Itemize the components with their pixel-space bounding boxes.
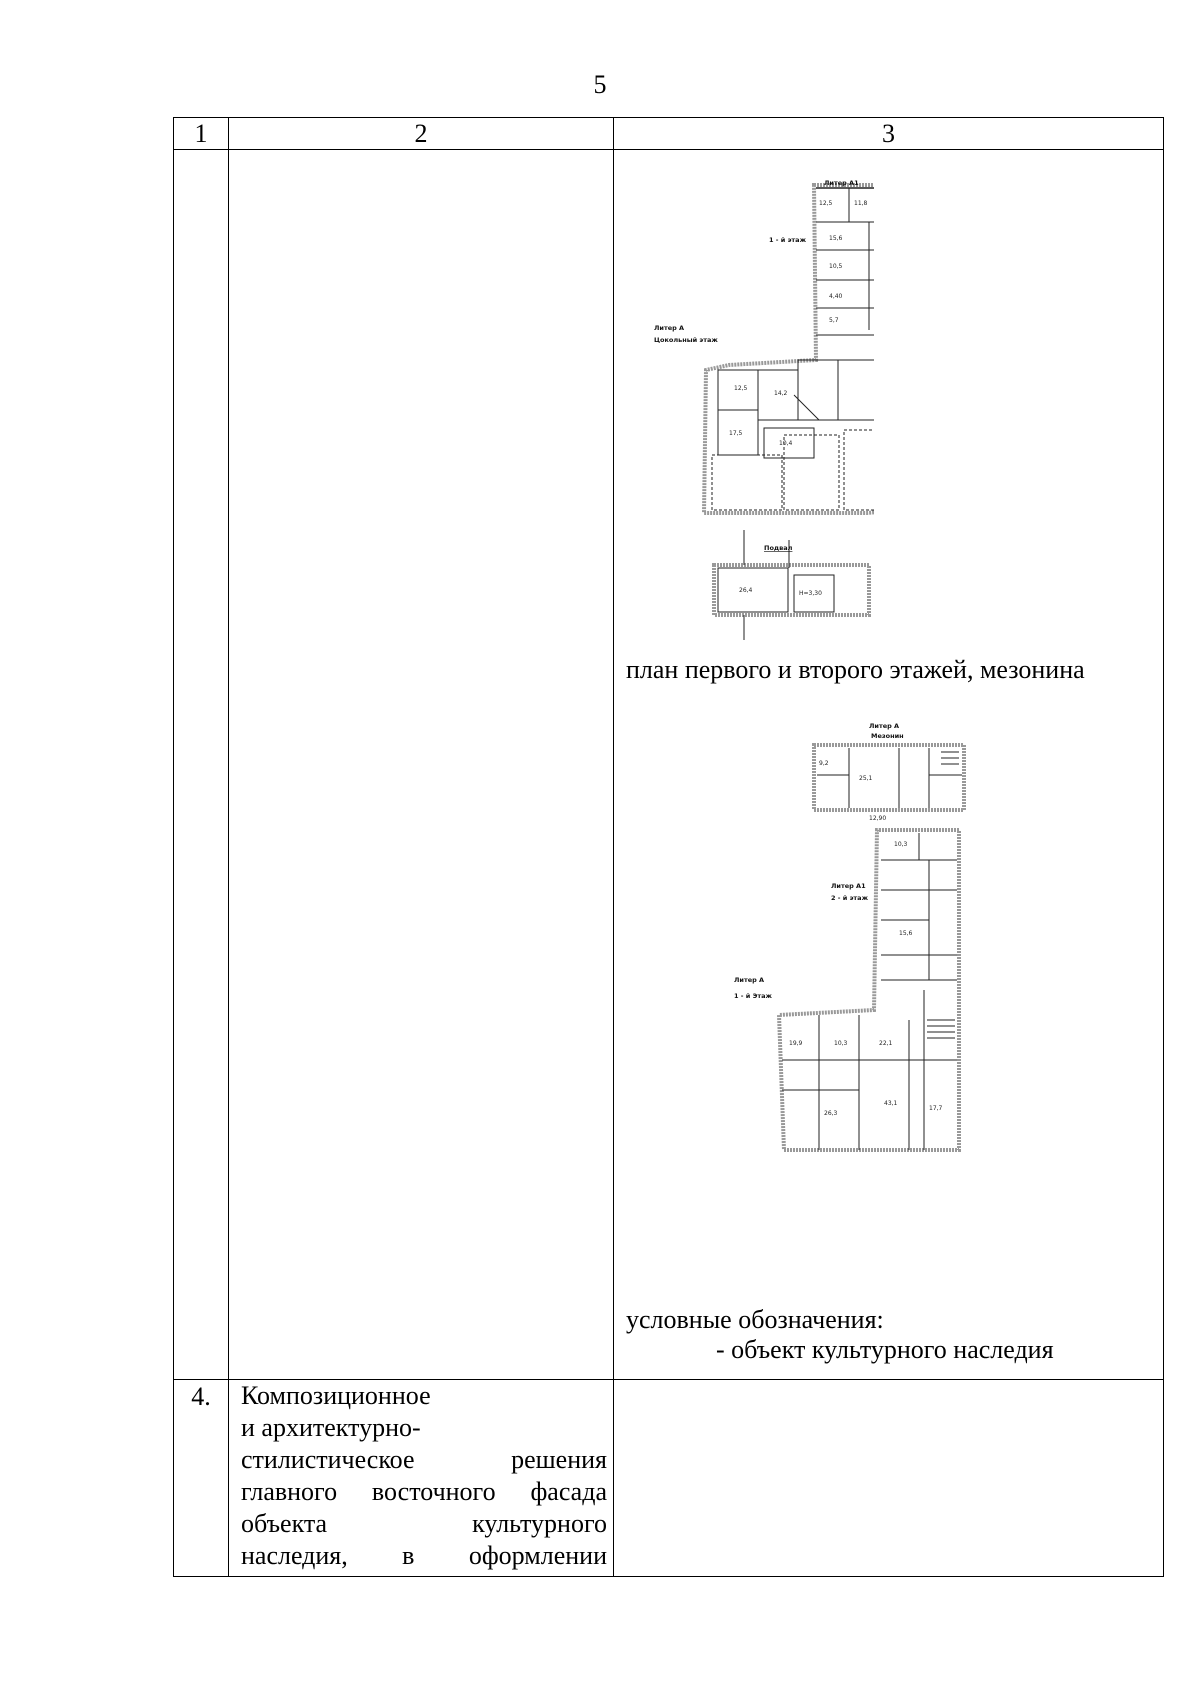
svg-text:10,5: 10,5 [829, 263, 843, 270]
desc-line: наследия, в оформлении [241, 1541, 607, 1570]
plan-top-label-litera-a1: Литер А1 [824, 180, 859, 187]
svg-text:10,3: 10,3 [894, 841, 908, 848]
legend-item-heritage: - объект культурного наследия [716, 1335, 1054, 1364]
svg-text:10,4: 10,4 [779, 440, 793, 447]
plan-bottom-dim-1290: 12,90 [869, 815, 887, 822]
svg-text:11,8: 11,8 [854, 200, 868, 207]
svg-text:17,7: 17,7 [929, 1105, 943, 1112]
floor-plan-floors-image [719, 720, 979, 1175]
heritage-table [173, 117, 1164, 1577]
table-header-row [174, 118, 1164, 150]
svg-text:26,4: 26,4 [739, 587, 753, 594]
legend-title: условные обозначения: [626, 1305, 884, 1334]
plan-top-label-litera-a: Литер А [654, 324, 685, 332]
svg-text:19,9: 19,9 [789, 1040, 803, 1047]
floor-plan-basement-image [634, 180, 874, 640]
svg-text:5,7: 5,7 [829, 317, 839, 324]
svg-text:15,6: 15,6 [899, 930, 913, 937]
row-description-cell [229, 150, 614, 1380]
row-content-cell [614, 1380, 1164, 1577]
plan-bottom-label-litera-a1: Литер А1 [831, 882, 866, 890]
header-col-3: 3 [614, 118, 1164, 150]
desc-line: Композиционное [241, 1381, 431, 1410]
svg-text:H=3,30: H=3,30 [799, 590, 822, 597]
desc-line: главного восточного фасада [241, 1477, 607, 1506]
plan-bottom-label-floor-1: 1 - й Этаж [734, 992, 772, 1000]
row-content-cell [614, 150, 1164, 1380]
table-row [174, 1380, 1164, 1577]
row-number-cell [174, 150, 229, 1380]
plan-bottom-label-litera-a: Литер А [734, 976, 765, 984]
plan-top-label-basement: Цокольный этаж [654, 336, 718, 344]
svg-text:14,2: 14,2 [774, 390, 788, 397]
svg-text:10,3: 10,3 [834, 1040, 848, 1047]
svg-text:43,1: 43,1 [884, 1100, 898, 1107]
desc-line: стилистическое решения [241, 1445, 607, 1474]
header-col-2: 2 [229, 118, 614, 150]
svg-text:26,3: 26,3 [824, 1110, 838, 1117]
svg-text:22,1: 22,1 [879, 1040, 893, 1047]
table-row [174, 150, 1164, 1380]
svg-text:4,40: 4,40 [829, 293, 843, 300]
svg-text:9,2: 9,2 [819, 760, 829, 767]
plan-top-label-cellar: Подвал [764, 544, 793, 552]
row-number-cell: 4. [174, 1380, 229, 1577]
svg-text:12,5: 12,5 [734, 385, 748, 392]
desc-line: и архитектурно- [241, 1413, 421, 1442]
svg-text:12,5: 12,5 [819, 200, 833, 207]
desc-line: объекта культурного [241, 1509, 607, 1538]
page-number: 5 [593, 70, 607, 99]
plan-top-label-floor-1: 1 - й этаж [769, 236, 807, 244]
svg-text:25,1: 25,1 [859, 775, 873, 782]
svg-text:17,5: 17,5 [729, 430, 743, 437]
header-col-1: 1 [174, 118, 229, 150]
plan-bottom-label-floor-2: 2 - й этаж [831, 894, 869, 902]
plan-bottom-label-litera-a-mez: Литер А [869, 722, 900, 730]
plan-bottom-label-mezzanine: Мезонин [871, 732, 904, 740]
plan-caption: план первого и второго этажей, мезонина [626, 655, 1085, 684]
row-description-cell [229, 1380, 614, 1577]
svg-text:15,6: 15,6 [829, 235, 843, 242]
